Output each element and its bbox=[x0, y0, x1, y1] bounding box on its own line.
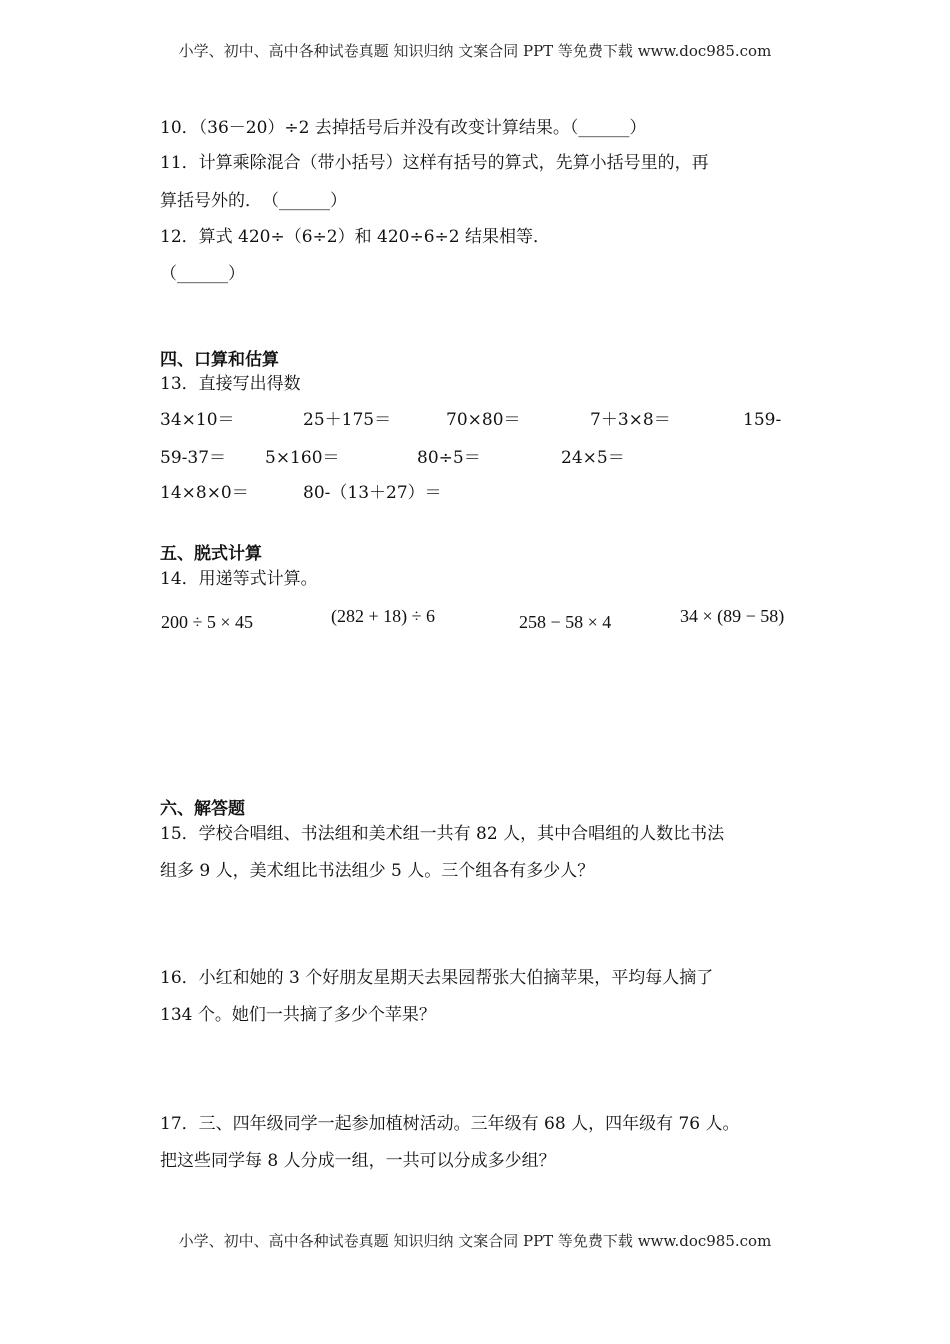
oral-item: 24×5＝ bbox=[561, 448, 625, 468]
question-12-line1: 12．算式 420÷（6÷2）和 420÷6÷2 结果相等． bbox=[160, 227, 550, 247]
oral-item: 14×8×0＝ bbox=[160, 483, 249, 503]
oral-item: 80÷5＝ bbox=[417, 448, 481, 468]
section-4-title: 四、口算和估算 bbox=[160, 350, 279, 370]
oral-item: 34×10＝ bbox=[160, 410, 235, 430]
question-13: 13．直接写出得数 bbox=[160, 374, 301, 394]
question-12-line2: （______） bbox=[160, 264, 245, 284]
question-14: 14．用递等式计算。 bbox=[160, 569, 318, 589]
section-6-title: 六、解答题 bbox=[160, 799, 245, 819]
question-16-line2: 134 个。她们一共摘了多少个苹果？ bbox=[160, 1005, 436, 1025]
oral-item: 7＋3×8＝ bbox=[590, 410, 671, 430]
oral-item: 80-（13＋27）＝ bbox=[303, 483, 442, 503]
expression-1: 200 ÷ 5 × 45 bbox=[161, 612, 254, 632]
question-10: 10．（36－20）÷2 去掉括号后并没有改变计算结果。（______） bbox=[160, 118, 647, 138]
expression-3: 258 − 58 × 4 bbox=[519, 612, 612, 632]
oral-item: 59-37＝ bbox=[160, 448, 227, 468]
oral-item: 5×160＝ bbox=[265, 448, 340, 468]
oral-item: 159- bbox=[743, 410, 782, 430]
expression-2: (282 + 18) ÷ 6 bbox=[331, 606, 436, 626]
question-15-line2: 组多 9 人，美术组比书法组少 5 人。三个组各有多少人？ bbox=[160, 861, 595, 881]
page-header: 小学、初中、高中各种试卷真题 知识归纳 文案合同 PPT 等免费下载 www.doc985.com bbox=[178, 42, 772, 60]
question-16-line1: 16．小红和她的 3 个好朋友星期天去果园帮张大伯摘苹果，平均每人摘了 bbox=[160, 968, 714, 988]
question-17-line1: 17．三、四年级同学一起参加植树活动。三年级有 68 人，四年级有 76 人。 bbox=[160, 1114, 740, 1134]
question-17-line2: 把这些同学每 8 人分成一组，一共可以分成多少组？ bbox=[160, 1151, 556, 1171]
oral-item: 25＋175＝ bbox=[303, 410, 392, 430]
question-15-line1: 15．学校合唱组、书法组和美术组一共有 82 人，其中合唱组的人数比书法 bbox=[160, 824, 725, 844]
question-11-line2: 算括号外的． （______） bbox=[160, 191, 347, 211]
oral-item: 70×80＝ bbox=[446, 410, 521, 430]
question-11-line1: 11．计算乘除混合（带小括号）这样有括号的算式，先算小括号里的，再 bbox=[160, 153, 709, 173]
page-footer: 小学、初中、高中各种试卷真题 知识归纳 文案合同 PPT 等免费下载 www.doc985.com bbox=[178, 1232, 772, 1250]
section-5-title: 五、脱式计算 bbox=[160, 544, 262, 564]
expression-4: 34 × (89 − 58) bbox=[680, 606, 785, 626]
